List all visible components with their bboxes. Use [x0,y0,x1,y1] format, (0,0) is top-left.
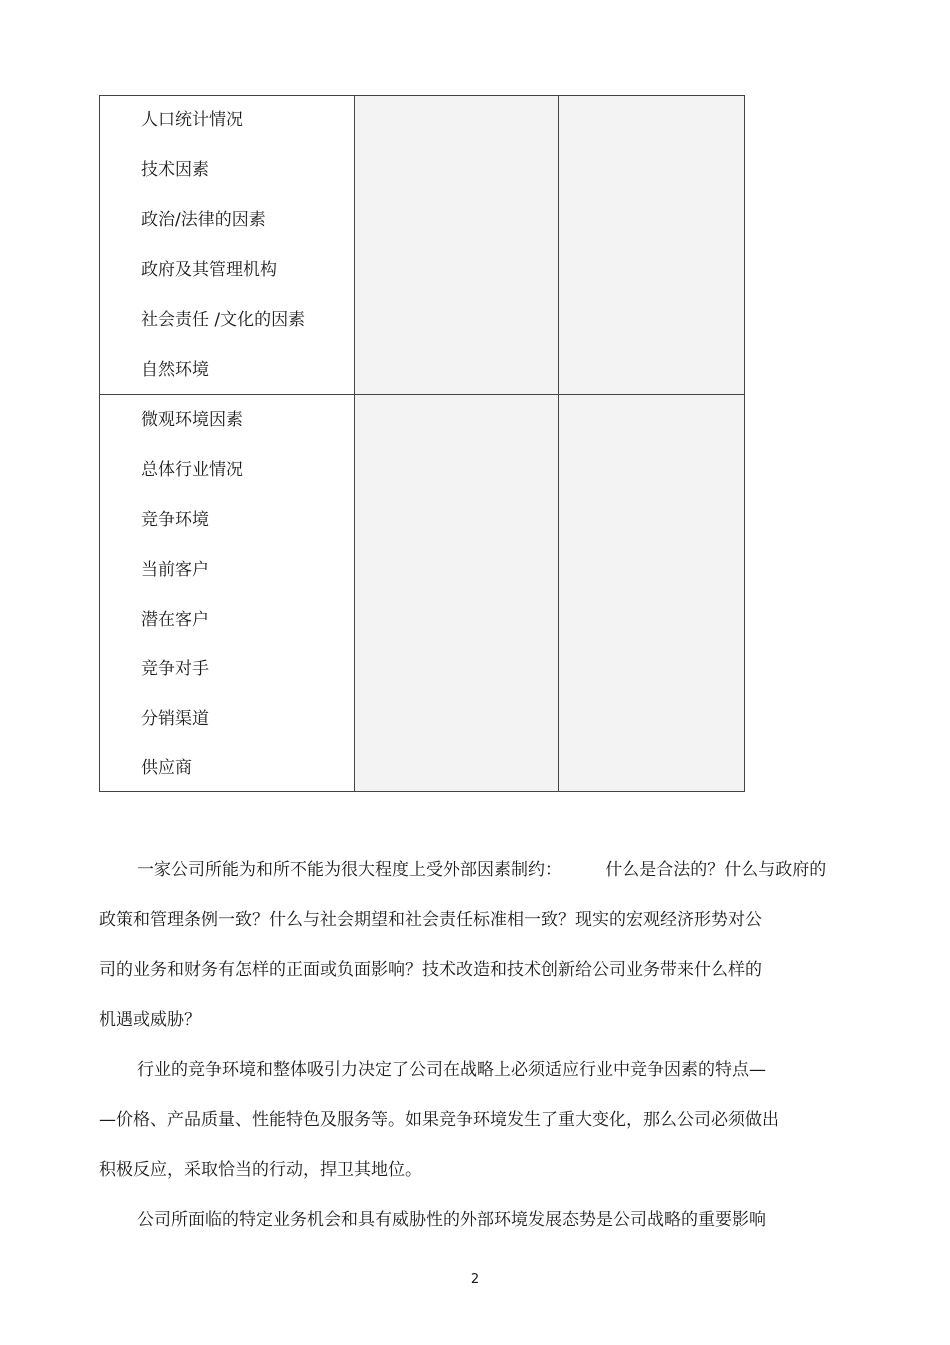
table-row-item: 竞争环境 [141,510,209,530]
body-paragraph [99,1045,859,1195]
table-divider [558,96,559,791]
table-divider [354,96,355,791]
table-row-item: 竞争对手 [141,659,209,679]
body-paragraph [99,845,859,1045]
table-row-item: 技术因素 [141,160,209,180]
environment-factors-table [99,95,745,792]
table-row-item: 分销渠道 [141,709,209,729]
table-row-item: 自然环境 [141,360,209,380]
table-row-item: 政府及其管理机构 [141,260,277,280]
table-row-item: 人口统计情况 [141,110,243,130]
paragraph-line: 行业的竞争环境和整体吸引力决定了公司在战略上必须适应行业中竞争因素的特点— [137,1060,766,1080]
table-row-item: 微观环境因素 [141,410,243,430]
body-paragraph [99,1195,859,1245]
table-row-item: 总体行业情况 [141,460,243,480]
table-row-item: 潜在客户 [141,610,209,630]
table-column-3 [559,96,744,791]
page-number: 2 [470,1272,480,1287]
paragraph-line: 一家公司所能为和所不能为很大程度上受外部因素制约： 什么是合法的？什么与政府的 [137,860,827,880]
paragraph-line: 机遇或威胁？ [99,1010,201,1030]
table-row-item: 供应商 [141,758,192,778]
table-row-item: 社会责任 /文化的因素 [141,310,306,330]
table-row-item: 当前客户 [141,560,209,580]
paragraph-line: 公司所面临的特定业务机会和具有威胁性的外部环境发展态势是公司战略的重要影响 [137,1210,766,1230]
paragraph-line: 司的业务和财务有怎样的正面或负面影响？技术改造和技术创新给公司业务带来什么样的 [99,960,762,980]
table-divider [100,394,744,395]
paragraph-line: —价格、产品质量、性能特色及服务等。如果竞争环境发生了重大变化，那么公司必须做出 [99,1110,779,1130]
paragraph-line: 政策和管理条例一致？什么与社会期望和社会责任标准相一致？现实的宏观经济形势对公 [99,910,762,930]
table-row-item: 政治/法律的因素 [141,210,266,230]
paragraph-line: 积极反应，采取恰当的行动，捍卫其地位。 [99,1160,422,1180]
table-column-2 [355,96,558,791]
